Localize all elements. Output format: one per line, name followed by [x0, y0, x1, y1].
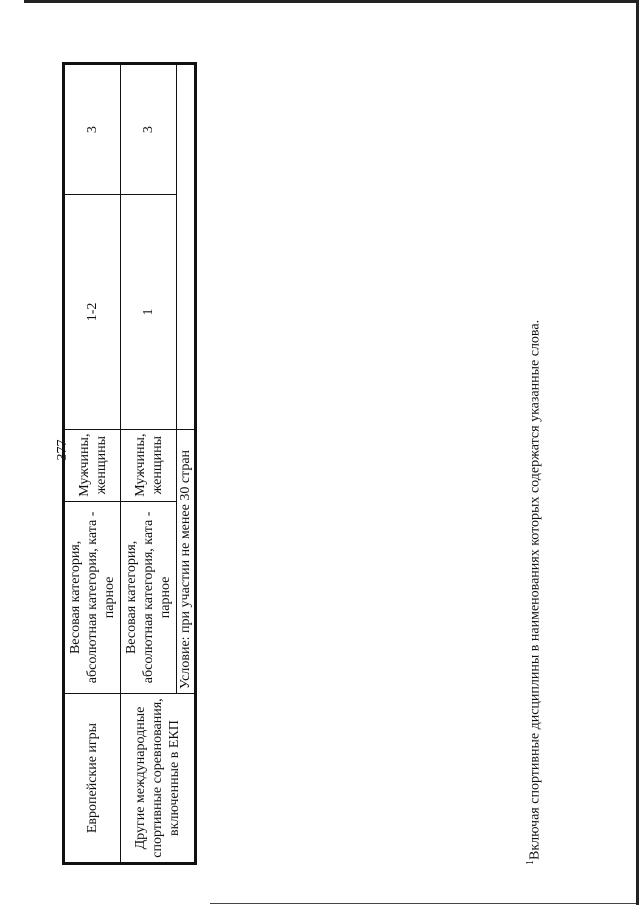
participants-cell: Мужчины, женщины — [121, 429, 177, 501]
empty-cell — [177, 64, 196, 430]
table-row — [64, 64, 121, 864]
footnote-marker: 1 — [525, 860, 536, 865]
disciplines-cell: Весовая категория, абсолютная категория, ката - парное — [64, 501, 121, 693]
table-row — [121, 64, 177, 864]
value-cell: 3 — [121, 64, 177, 195]
footnote-text: Включая спортивные дисциплины в наименованиях которых содержатся указанные слова. — [527, 319, 543, 860]
places-cell: 1 — [121, 195, 177, 429]
event-cell: Другие международные спортивные соревнования, включенные в ЕКП — [121, 694, 196, 864]
page-number: 377 — [55, 439, 70, 461]
footnote — [522, 65, 544, 865]
value-cell: 3 — [64, 64, 121, 195]
condition-cell: Условие: при участии не менее 30 стран — [177, 429, 196, 694]
participants-cell: Мужчины, женщины — [64, 429, 121, 501]
disciplines-cell: Весовая категория, абсолютная категория, ката - парное — [121, 501, 177, 693]
competition-table — [62, 62, 197, 865]
places-cell: 1-2 — [64, 195, 121, 429]
event-cell: Европейские игры — [64, 694, 121, 864]
